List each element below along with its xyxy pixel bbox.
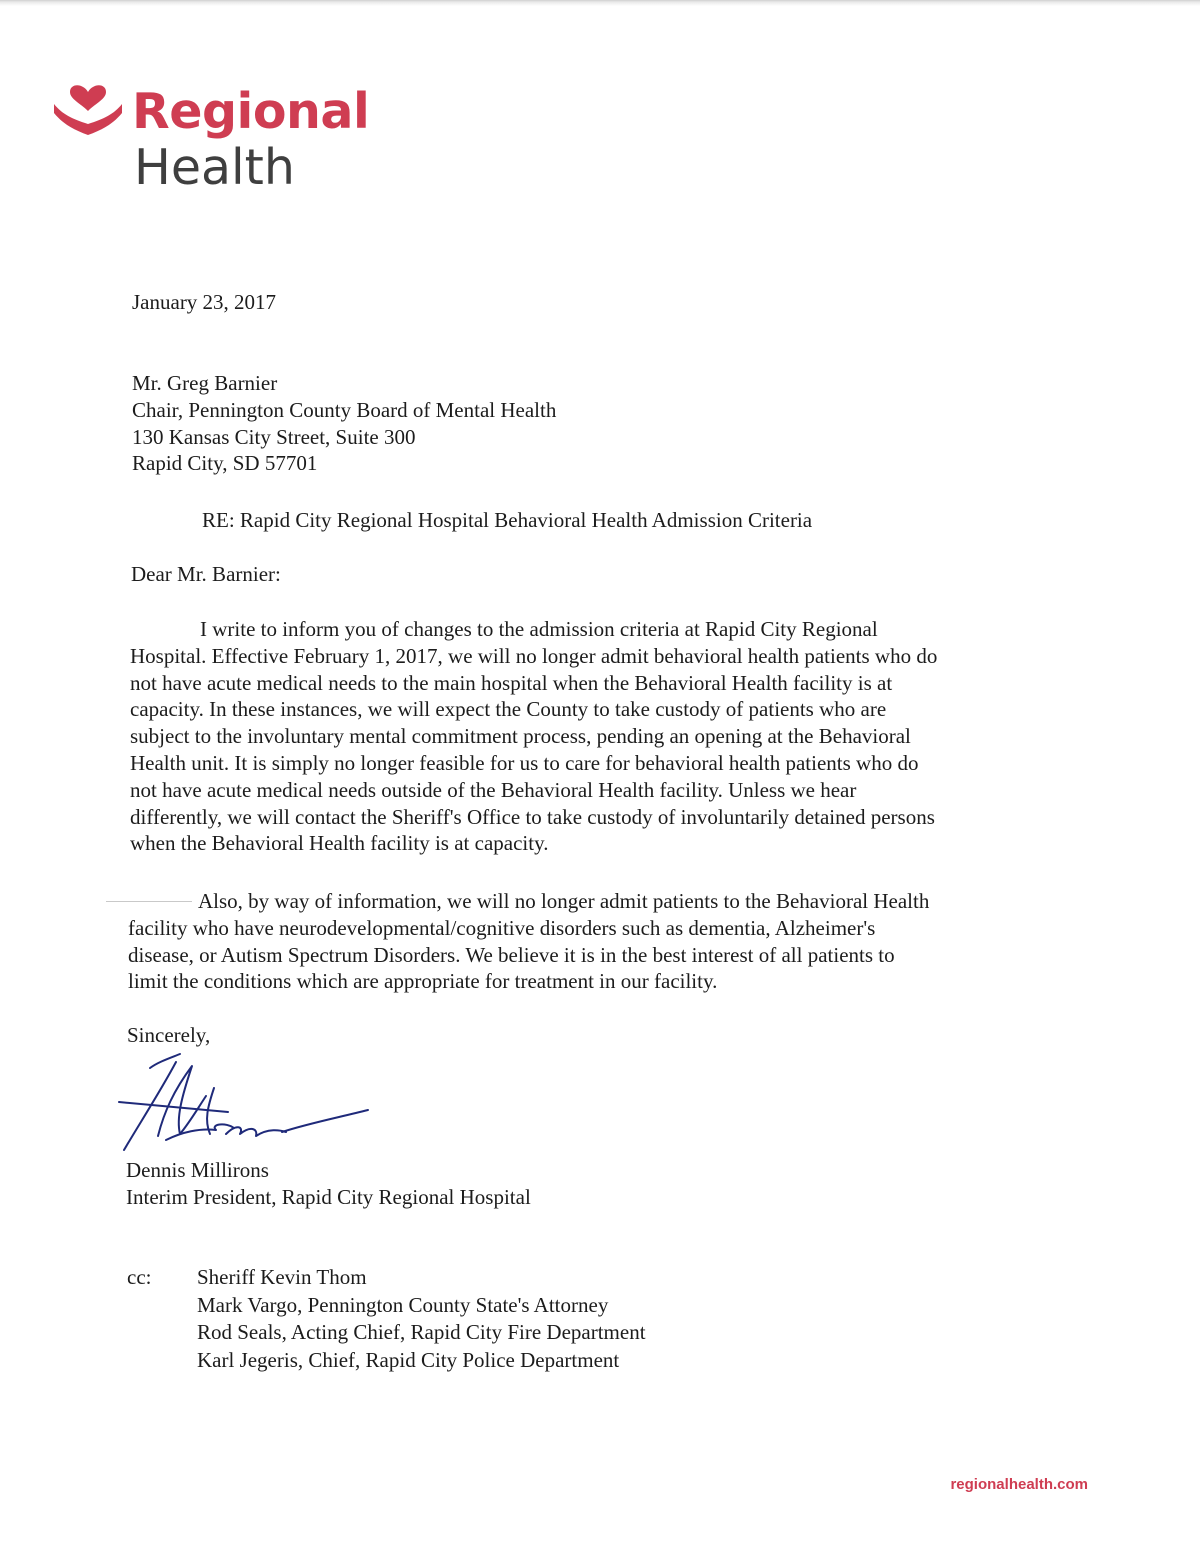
paragraph-line: I write to inform you of changes to the admission criteria at Rapid City Regional — [200, 617, 878, 641]
logo — [50, 80, 370, 200]
recipient-address — [132, 370, 556, 477]
cc-recipient: Rod Seals, Acting Chief, Rapid City Fire Department — [197, 1320, 646, 1344]
paragraph-line: Health unit. It is simply no longer feasible for us to care for behavioral health patients who do — [130, 750, 919, 775]
subject-line: RE: Rapid City Regional Hospital Behavioral Health Admission Criteria — [202, 508, 813, 532]
paragraph-line: differently, we will contact the Sheriff's Office to take custody of involuntarily detained persons — [130, 804, 935, 829]
recipient-city: Rapid City, SD 57701 — [132, 451, 318, 476]
signature — [110, 1048, 380, 1156]
body-paragraph-1 — [130, 616, 937, 857]
paragraph-line: when the Behavioral Health facility is at capacity. — [130, 831, 549, 856]
cc-recipient: Sheriff Kevin Thom — [197, 1265, 367, 1289]
paragraph-line: subject to the involuntary mental commitment process, pending an opening at the Behavioral — [130, 724, 911, 749]
logo-wordmark-health: Health — [134, 139, 295, 196]
paragraph-line: not have acute medical needs outside of the Behavioral Health facility. Unless we hear — [130, 777, 857, 802]
paragraph-line: limit the conditions which are appropriate for treatment in our facility. — [128, 969, 718, 994]
cc-label: cc: — [127, 1265, 152, 1289]
footer-website: regionalhealth.com — [950, 1476, 1088, 1493]
letter-date: January 23, 2017 — [132, 290, 277, 314]
body-paragraph-2 — [128, 888, 929, 995]
cc-recipient: Karl Jegeris, Chief, Rapid City Police Department — [197, 1347, 620, 1372]
recipient-title: Chair, Pennington County Board of Mental Health — [132, 397, 557, 422]
paragraph-line: not have acute medical needs to the main hospital when the Behavioral Health facility is at — [130, 670, 893, 695]
cc-recipient: Mark Vargo, Pennington County State's Attorney — [197, 1292, 609, 1317]
paragraph-line: capacity. In these instances, we will expect the County to take custody of patients who are — [130, 697, 887, 722]
recipient-name: Mr. Greg Barnier — [132, 371, 278, 395]
paragraph-line: Hospital. Effective February 1, 2017, we will no longer admit behavioral health patients who do — [130, 643, 938, 668]
salutation: Dear Mr. Barnier: — [131, 562, 281, 586]
signer-name: Dennis Millirons — [126, 1158, 269, 1182]
hands-holding-heart-icon — [50, 80, 126, 140]
recipient-street: 130 Kansas City Street, Suite 300 — [132, 424, 416, 449]
signer-block — [126, 1157, 531, 1211]
paragraph-line: facility who have neurodevelopmental/cognitive disorders such as dementia, Alzheimer's — [128, 915, 876, 940]
signer-title: Interim President, Rapid City Regional Hospital — [126, 1184, 531, 1209]
scan-edge — [0, 0, 1200, 6]
paragraph-line: disease, or Autism Spectrum Disorders. We believe it is in the best interest of all patients to — [128, 942, 895, 967]
logo-wordmark-regional: Regional — [132, 83, 370, 140]
cc-list — [197, 1264, 646, 1374]
closing: Sincerely, — [127, 1023, 211, 1047]
paragraph-line: Also, by way of information, we will no longer admit patients to the Behavioral Health — [198, 889, 930, 913]
